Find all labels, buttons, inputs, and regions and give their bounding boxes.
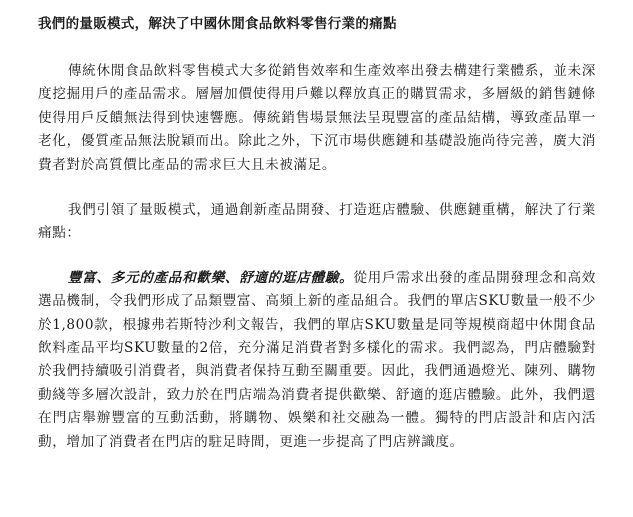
document-page [38, 14, 596, 454]
paragraph-product-experience [38, 267, 596, 454]
paragraph-spacer [38, 177, 596, 199]
paragraph-traditional-model: 傳統休閒食品飲料零售模式大多從銷售效率和生產效率出發去構建行業體系，並未深度挖掘用戶的產品需求。層層加價使得用戶難以釋放真正的購買需求，多層級的銷售鏈條使得用戶反饋無法得到快速響應。傳統銷售場景無法呈現豐富的產品結構，導致產品單一老化，優質產品無法脫穎而出。除此之外，下沉市場供應鏈和基礎設施尚待完善，廣大消費者對於高質價比產品的需求巨大且未被滿足。 [38, 63, 596, 173]
paragraph-lead-phrase: 豐富、多元的產品和歡樂、舒適的逛店體驗。 [67, 269, 354, 286]
paragraph-body-text: 從用戶需求出發的產品開發理念和高效選品機制，令我們形成了品類豐富、高頻上新的產品組合。我們的單店SKU數量一般不少於1,800款，根據弗若斯特沙利文報告，我們的單店SKU數量是同等規模商超中休閒食品飲料產品平均SKU數量的2倍，充分滿足消費者對多樣化的需求。我們認為，門店體驗對於我們持續吸引消費者，與消費者保持互動至關重要。因此，我們通過燈光、陳列、購物動綫等多層次設計，致力於在門店端為消費者提供歡樂、舒適的逛店體驗。此外，我們還在門店舉辦豐富的互動活動，將購物、娛樂和社交融為一體。獨特的門店設計和店內活動，增加了消費者在門店的駐足時間，更進一步提高了門店辨識度。 [38, 269, 596, 450]
section-heading: 我們的量販模式，解決了中國休閒食品飲料零售行業的痛點 [38, 16, 397, 32]
paragraph-spacer [38, 246, 596, 267]
paragraph-mass-merchandising: 我們引領了量販模式，通過創新產品開發、打造逛店體驗、供應鏈重構，解決了行業痛點： [38, 202, 596, 242]
